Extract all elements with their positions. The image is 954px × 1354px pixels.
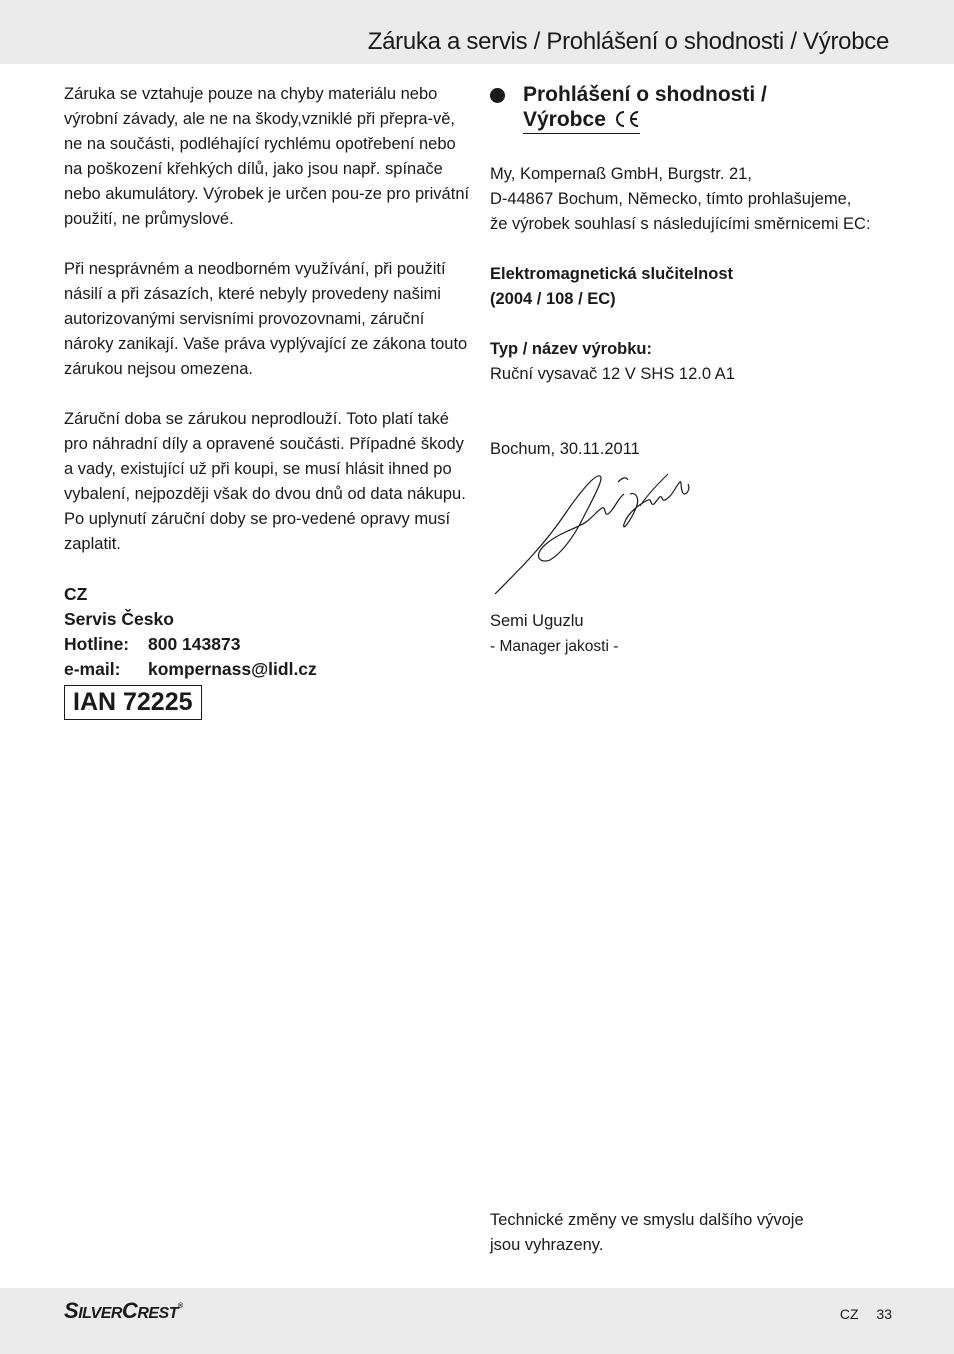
place-date: Bochum, 30.11.2011 — [490, 440, 640, 458]
signer-role: - Manager jakosti - — [490, 638, 619, 655]
declaration-column — [490, 82, 910, 655]
tech-note-line-2: jsou vyhrazeny. — [490, 1236, 604, 1254]
service-contact — [64, 582, 474, 682]
heading-line-1: Prohlášení o shodnosti / — [523, 83, 767, 106]
technical-changes-note — [490, 1208, 830, 1258]
page-info — [840, 1306, 892, 1322]
warranty-paragraph-1: Záruka se vztahuje pouze na chyby materiálu nebo výrobní závady, ale ne na škody,vzniklé při přepra-vě, ne na součásti, podléhající rychlému opotřebení nebo na poškození křehkých dílů, jako jsou např. spínače nebo akumulátory. Výrobek je určen pou-ze pro privátní použití, ne průmyslové. — [64, 85, 470, 228]
declaration-heading — [490, 82, 910, 134]
directive-line-1: Elektromagnetická slučitelnost — [490, 265, 733, 283]
intro-line-1: My, Kompernaß GmbH, Burgstr. 21, — [490, 165, 752, 183]
product-type-value: Ruční vysavač 12 V SHS 12.0 A1 — [490, 365, 735, 383]
warranty-column — [64, 82, 474, 720]
language-code: CZ — [839, 1306, 859, 1322]
silvercrest-logo: SILVERCREST® — [64, 1298, 183, 1323]
ian-box: IAN 72225 — [64, 685, 202, 720]
hotline-label: Hotline: — [64, 634, 130, 654]
service-name: Servis Česko — [64, 609, 174, 629]
intro-line-3: že výrobek souhlasí s následujícími směrnicemi EC: — [490, 215, 871, 233]
warranty-paragraph-3: Záruční doba se zárukou neprodlouží. Toto platí také pro náhradní díly a opravené součásti. Případné škody a vady, existující už při koupi, se musí hlásit ihned po vybalení, nejpozději však do dvou dnů od data nákupu. Po uplynutí záruční doby se pro-vedené opravy musí zaplatit. — [64, 410, 466, 553]
bullet-icon — [490, 88, 505, 103]
page-title: Záruka a servis / Prohlášení o shodnosti / Výrobce — [367, 28, 889, 55]
heading-line-2: Výrobce — [523, 108, 606, 131]
tech-note-line-1: Technické změny ve smyslu dalšího vývoje — [490, 1211, 804, 1229]
warranty-paragraph-2: Při nesprávném a neodborném využívání, při použití násilí a při zásazích, které nebyly provedeny našimi autorizovanými servisními provozovnami, záruční nároky zanikají. Vaše práva vyplývající ze zákona touto zárukou nejsou omezena. — [64, 260, 468, 378]
signer-name: Semi Uguzlu — [490, 612, 584, 630]
signature-image — [490, 464, 700, 604]
intro-line-2: D-44867 Bochum, Německo, tímto prohlašujeme, — [490, 190, 852, 208]
email-label: e-mail: — [64, 659, 121, 679]
hotline-number: 800 143873 — [148, 634, 241, 654]
service-country: CZ — [64, 584, 88, 604]
ce-mark-icon — [612, 109, 640, 129]
directive-line-2: (2004 / 108 / EC) — [490, 290, 616, 308]
email-address: kompernass@lidl.cz — [148, 659, 317, 679]
page-number: 33 — [876, 1306, 892, 1322]
product-type-label: Typ / název výrobku: — [490, 340, 652, 358]
